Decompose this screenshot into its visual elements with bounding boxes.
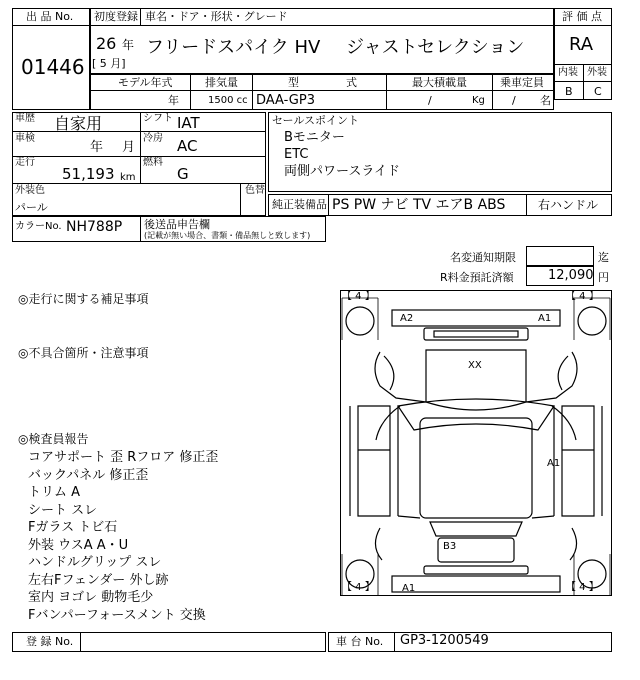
reg-label: 初度登録 xyxy=(94,10,138,23)
sales-point-item: 両側パワースライド xyxy=(284,164,400,179)
type-label: 型 xyxy=(288,76,299,89)
rear-window xyxy=(430,522,522,536)
chassis-no-label: 車 台 No. xyxy=(336,635,384,648)
corner-label: 【 4 】 xyxy=(342,582,375,593)
car-diagram-drawing xyxy=(340,290,612,596)
inspector-line: トリム A xyxy=(28,485,81,500)
corner-label: 【 4 】 xyxy=(566,291,599,302)
mileage-unit: km xyxy=(120,172,136,183)
corner-label: 【 4 】 xyxy=(342,291,375,302)
corner-label: 【 4 】 xyxy=(566,582,599,593)
repaint-label: 色替 xyxy=(245,185,265,196)
shift-label: シフト xyxy=(143,113,173,124)
after-delivery-label: 後送品申告欄 xyxy=(144,218,210,231)
car-grade: ジャストセレクション xyxy=(346,37,525,58)
inspection-year: 年 xyxy=(90,140,104,155)
max-load-label: 最大積載量 xyxy=(412,76,467,89)
mileage-label: 走行 xyxy=(15,157,35,168)
grade-value: RA xyxy=(569,34,594,55)
windshield xyxy=(398,399,554,430)
damage-mark: B3 xyxy=(443,541,457,552)
inspection-month: 月 xyxy=(122,140,136,155)
details-box xyxy=(12,112,266,216)
driving-notes-heading: ◎走行に関する補足事項 xyxy=(18,292,149,306)
reg-year: 26 xyxy=(96,34,117,53)
sales-points-label: セールスポイント xyxy=(272,114,360,127)
sales-point-item: Bモニター xyxy=(284,130,345,145)
roof xyxy=(420,418,532,518)
notice-suffix: 迄 xyxy=(598,251,609,264)
reg-no-label: 登 録 No. xyxy=(26,635,74,648)
notice-value-box xyxy=(526,246,594,266)
defect-notes-heading: ◎不具合箇所・注意事項 xyxy=(18,346,149,360)
mileage-value: 51,193 xyxy=(62,165,115,183)
damage-mark: XX xyxy=(468,360,482,371)
inspector-line: コアサポート 歪 Rフロア 修正歪 xyxy=(28,450,219,465)
damage-mark: A1 xyxy=(547,458,561,469)
capacity-unit: 名 xyxy=(540,94,551,107)
model-label: 車名・ドア・形状・グレード xyxy=(145,10,288,23)
recycle-value: 12,090 xyxy=(548,268,594,283)
damage-mark: A1 xyxy=(538,313,552,324)
capacity-slash: / xyxy=(512,94,516,107)
fuel-label: 燃料 xyxy=(143,157,163,168)
exterior-color-value: パール xyxy=(15,201,48,214)
steering-value: 右ハンドル xyxy=(538,198,599,212)
reg-year-unit: 年 xyxy=(122,38,135,52)
capacity-label: 乗車定員 xyxy=(500,76,544,89)
history-value: 自家用 xyxy=(54,114,103,133)
inspector-line: 外装 ウスA A・U xyxy=(28,537,129,553)
chassis-no-value: GP3-1200549 xyxy=(400,633,489,648)
notice-label: 名変通知期限 xyxy=(450,251,516,264)
damage-mark: A2 xyxy=(400,313,414,324)
model-year-label: モデル年式 xyxy=(118,76,173,89)
load-slash: / xyxy=(428,94,432,107)
inspector-lines xyxy=(28,446,218,621)
front-bumper xyxy=(392,310,560,326)
inspector-line: 左右Fフェンダー 外し跡 xyxy=(28,572,169,588)
inspector-line: 室内 ヨゴレ 動物毛少 xyxy=(28,590,154,605)
recycle-label: R料金預託済額 xyxy=(440,271,514,284)
sales-point-item: ETC xyxy=(284,147,309,162)
fuel-value: G xyxy=(177,165,189,183)
after-delivery-note: (記載が無い場合、書類・備品無しと致します) xyxy=(144,231,311,240)
grade-label: 評 価 点 xyxy=(562,10,602,23)
exterior-value: C xyxy=(594,85,602,98)
right-side xyxy=(562,406,594,516)
inspector-line: ハンドルグリップ スレ xyxy=(28,555,162,570)
lot-label: 出 品 No. xyxy=(26,10,74,23)
rear-bumper xyxy=(392,576,560,592)
model-year-unit: 年 xyxy=(168,94,179,107)
type-label-2: 式 xyxy=(346,76,357,89)
ac-label: 冷房 xyxy=(143,133,163,144)
color-no-value: NH788P xyxy=(66,219,123,235)
inspector-line: Fガラス トビ石 xyxy=(28,520,118,535)
interior-value: B xyxy=(565,85,573,98)
color-no-label: カラーNo. xyxy=(15,221,62,232)
interior-label: 内装 xyxy=(558,67,578,78)
damage-mark: A1 xyxy=(402,583,416,594)
inspector-line: シート スレ xyxy=(28,502,98,518)
wheel-front-left xyxy=(346,307,374,335)
equipment-value: PS PW ナビ TV エアB ABS xyxy=(332,197,506,213)
wheel-front-right xyxy=(578,307,606,335)
reg-month: [ 5 月] xyxy=(92,57,126,70)
inspector-heading: ◎検査員報告 xyxy=(18,432,89,446)
inspector-line: Fバンパーフォースメント 交換 xyxy=(28,607,206,623)
shift-value: IAT xyxy=(177,114,200,132)
exterior-label: 外装 xyxy=(587,67,607,78)
inspection-label: 車検 xyxy=(15,133,35,144)
car-name: フリードスパイク HV xyxy=(146,37,321,58)
model-code: DAA-GP3 xyxy=(256,93,315,108)
lot-number: 01446 xyxy=(21,55,85,79)
recycle-suffix: 円 xyxy=(598,271,609,284)
left-side xyxy=(358,406,390,516)
displacement-label: 排気量 xyxy=(205,76,238,89)
ac-value: AC xyxy=(177,137,198,155)
inspector-line: バックパネル 修正歪 xyxy=(28,467,149,483)
equipment-label: 純正装備品 xyxy=(272,198,327,211)
history-label: 車歴 xyxy=(15,113,35,124)
displacement-value: 1500 cc xyxy=(208,95,248,106)
load-unit: Kg xyxy=(472,95,485,106)
exterior-color-label: 外装色 xyxy=(15,185,45,196)
